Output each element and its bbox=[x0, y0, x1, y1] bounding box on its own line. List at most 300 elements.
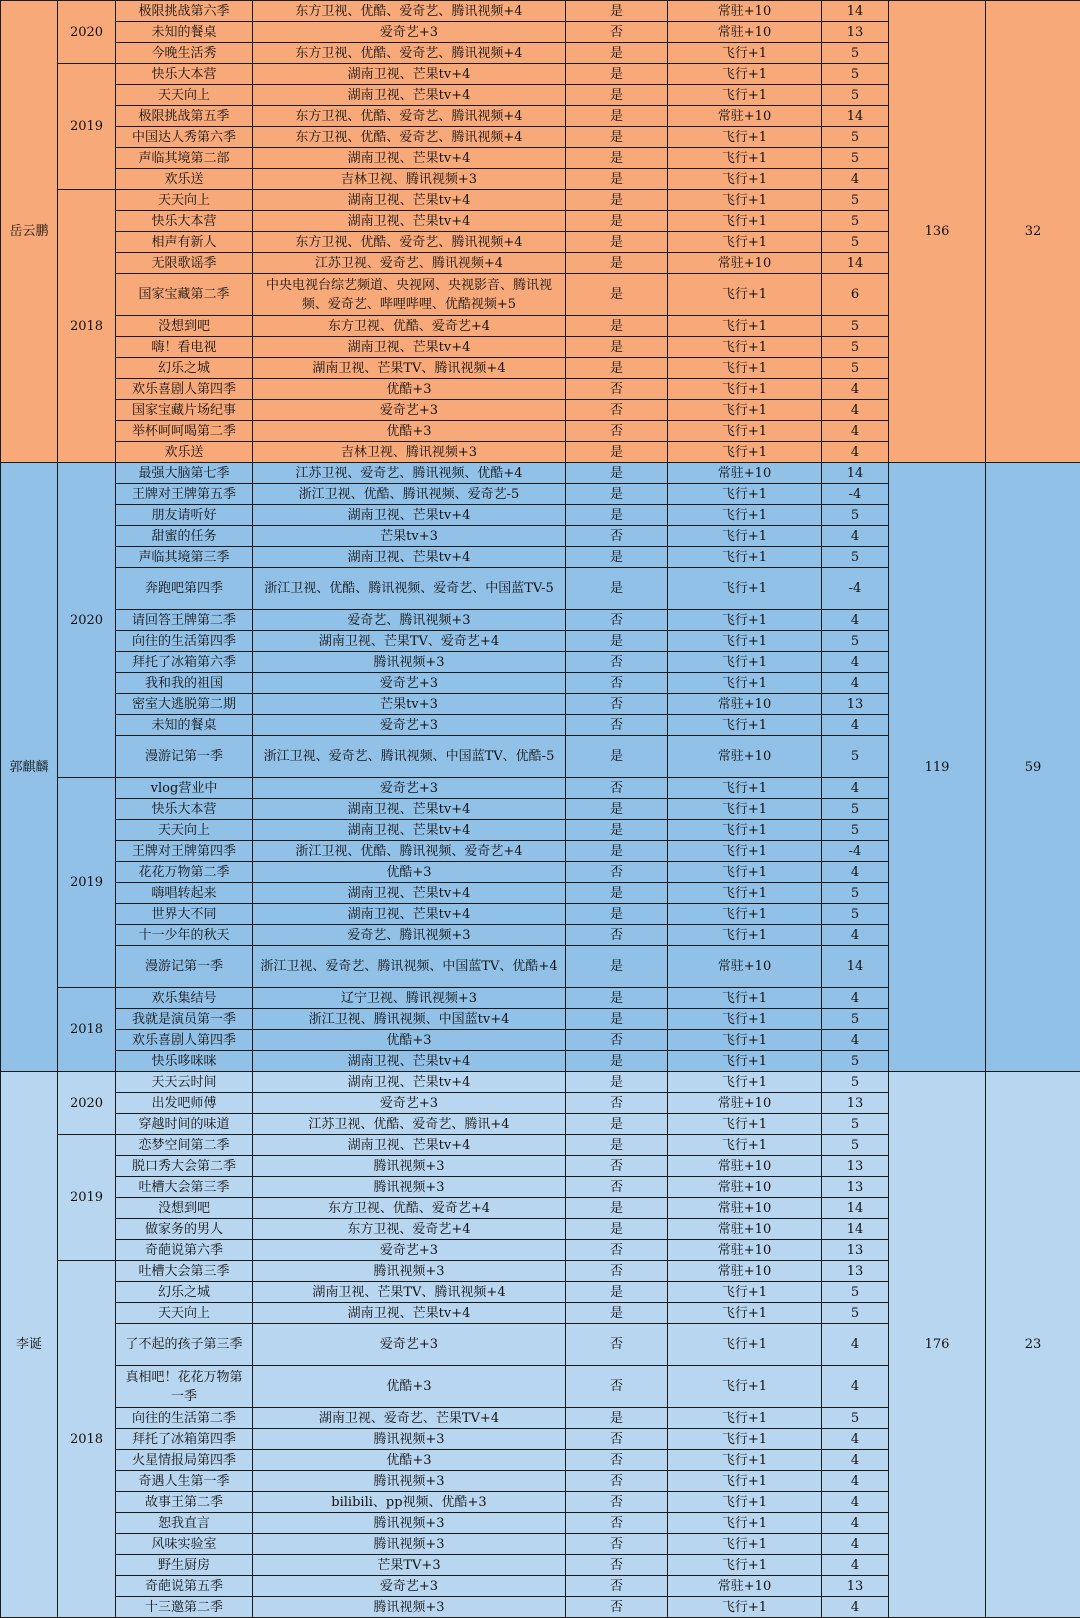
year-cell: 2018 bbox=[58, 1261, 116, 1618]
platforms-cell: 东方卫视、优酷、爱奇艺、腾讯视频+4 bbox=[253, 232, 566, 253]
platforms-cell: 腾讯视频+3 bbox=[253, 1534, 566, 1555]
flag-cell: 否 bbox=[566, 652, 668, 673]
role-cell: 飞行+1 bbox=[668, 778, 822, 799]
show-name-cell: vlog营业中 bbox=[116, 778, 253, 799]
year-cell: 2019 bbox=[58, 1135, 116, 1261]
platforms-cell: 优酷+3 bbox=[253, 1450, 566, 1471]
role-cell: 飞行+1 bbox=[668, 568, 822, 610]
show-name-cell: 天天向上 bbox=[116, 1303, 253, 1324]
show-name-cell: 穿越时间的味道 bbox=[116, 1114, 253, 1135]
platforms-cell: 湖南卫视、芒果tv+4 bbox=[253, 505, 566, 526]
role-cell: 飞行+1 bbox=[668, 1135, 822, 1156]
score-cell: 4 bbox=[822, 379, 889, 400]
platforms-cell: 浙江卫视、优酷、腾讯视频、爱奇艺-5 bbox=[253, 484, 566, 505]
score-cell: 13 bbox=[822, 1576, 889, 1597]
show-name-cell: 快乐大本营 bbox=[116, 64, 253, 85]
platforms-cell: 优酷+3 bbox=[253, 379, 566, 400]
show-name-cell: 做家务的男人 bbox=[116, 1219, 253, 1240]
role-cell: 飞行+1 bbox=[668, 904, 822, 925]
show-name-cell: 王牌对王牌第四季 bbox=[116, 841, 253, 862]
table-row bbox=[1, 1072, 1080, 1093]
score-cell: 4 bbox=[822, 400, 889, 421]
flag-cell: 否 bbox=[566, 1030, 668, 1051]
flag-cell: 是 bbox=[566, 1282, 668, 1303]
flag-cell: 是 bbox=[566, 337, 668, 358]
score-cell: 5 bbox=[822, 1009, 889, 1030]
show-name-cell: 世界大不同 bbox=[116, 904, 253, 925]
score-cell: 5 bbox=[822, 43, 889, 64]
flag-cell: 是 bbox=[566, 799, 668, 820]
score-cell: 5 bbox=[822, 232, 889, 253]
platforms-cell: 湖南卫视、芒果tv+4 bbox=[253, 883, 566, 904]
flag-cell: 是 bbox=[566, 43, 668, 64]
show-name-cell: 风味实验室 bbox=[116, 1534, 253, 1555]
score-cell: 4 bbox=[822, 1324, 889, 1366]
platforms-cell: 芒果TV+3 bbox=[253, 1555, 566, 1576]
flag-cell: 是 bbox=[566, 946, 668, 988]
score-cell: 4 bbox=[822, 1366, 889, 1408]
role-cell: 飞行+1 bbox=[668, 988, 822, 1009]
role-cell: 常驻+10 bbox=[668, 1198, 822, 1219]
show-name-cell: 幻乐之城 bbox=[116, 1282, 253, 1303]
show-name-cell: 欢乐送 bbox=[116, 442, 253, 463]
show-name-cell: 甜蜜的任务 bbox=[116, 526, 253, 547]
show-name-cell: 我就是演员第一季 bbox=[116, 1009, 253, 1030]
score-cell: 4 bbox=[822, 1492, 889, 1513]
flag-cell: 否 bbox=[566, 715, 668, 736]
show-name-cell: 密室大逃脱第二期 bbox=[116, 694, 253, 715]
role-cell: 飞行+1 bbox=[668, 1324, 822, 1366]
show-name-cell: 朋友请听好 bbox=[116, 505, 253, 526]
score-cell: 5 bbox=[822, 1408, 889, 1429]
role-cell: 飞行+1 bbox=[668, 1282, 822, 1303]
platforms-cell: 腾讯视频+3 bbox=[253, 1261, 566, 1282]
score-cell: 14 bbox=[822, 946, 889, 988]
flag-cell: 否 bbox=[566, 1324, 668, 1366]
score-cell: 6 bbox=[822, 274, 889, 316]
platforms-cell: 湖南卫视、芒果tv+4 bbox=[253, 337, 566, 358]
platforms-cell: 浙江卫视、优酷、腾讯视频、爱奇艺、中国蓝TV-5 bbox=[253, 568, 566, 610]
show-name-cell: 国家宝藏片场纪事 bbox=[116, 400, 253, 421]
flag-cell: 是 bbox=[566, 883, 668, 904]
role-cell: 飞行+1 bbox=[668, 316, 822, 337]
flag-cell: 是 bbox=[566, 1135, 668, 1156]
role-cell: 飞行+1 bbox=[668, 442, 822, 463]
platforms-cell: 浙江卫视、腾讯视频、中国蓝tv+4 bbox=[253, 1009, 566, 1030]
score-cell: 14 bbox=[822, 1, 889, 22]
role-cell: 飞行+1 bbox=[668, 799, 822, 820]
show-name-cell: 了不起的孩子第三季 bbox=[116, 1324, 253, 1366]
show-name-cell: 十三邀第二季 bbox=[116, 1597, 253, 1618]
show-name-cell: 嗨唱转起来 bbox=[116, 883, 253, 904]
flag-cell: 是 bbox=[566, 1114, 668, 1135]
platforms-cell: 优酷+3 bbox=[253, 1366, 566, 1408]
year-cell: 2020 bbox=[58, 1, 116, 64]
show-name-cell: 声临其境第二部 bbox=[116, 148, 253, 169]
platforms-cell: 东方卫视、优酷、爱奇艺+4 bbox=[253, 316, 566, 337]
score-cell: 4 bbox=[822, 169, 889, 190]
count-cell: 23 bbox=[986, 1072, 1080, 1618]
platforms-cell: 爱奇艺+3 bbox=[253, 1324, 566, 1366]
score-cell: 5 bbox=[822, 820, 889, 841]
score-cell: 4 bbox=[822, 526, 889, 547]
flag-cell: 否 bbox=[566, 1261, 668, 1282]
show-name-cell: 奔跑吧第四季 bbox=[116, 568, 253, 610]
platforms-cell: 优酷+3 bbox=[253, 1030, 566, 1051]
score-cell: 5 bbox=[822, 337, 889, 358]
score-cell: 4 bbox=[822, 925, 889, 946]
flag-cell: 否 bbox=[566, 1534, 668, 1555]
platforms-cell: 吉林卫视、腾讯视频+3 bbox=[253, 169, 566, 190]
show-name-cell: 极限挑战第六季 bbox=[116, 1, 253, 22]
flag-cell: 否 bbox=[566, 1471, 668, 1492]
role-cell: 飞行+1 bbox=[668, 43, 822, 64]
score-cell: 5 bbox=[822, 190, 889, 211]
flag-cell: 否 bbox=[566, 1240, 668, 1261]
show-name-cell: 拜托了冰箱第六季 bbox=[116, 652, 253, 673]
score-cell: 13 bbox=[822, 1156, 889, 1177]
platforms-cell: 爱奇艺+3 bbox=[253, 1240, 566, 1261]
flag-cell: 是 bbox=[566, 547, 668, 568]
show-name-cell: 故事王第二季 bbox=[116, 1492, 253, 1513]
score-cell: 4 bbox=[822, 1513, 889, 1534]
platforms-cell: 东方卫视、优酷、爱奇艺、腾讯视频+4 bbox=[253, 1, 566, 22]
score-cell: 5 bbox=[822, 631, 889, 652]
flag-cell: 是 bbox=[566, 253, 668, 274]
role-cell: 常驻+10 bbox=[668, 1093, 822, 1114]
show-name-cell: 请回答王牌第二季 bbox=[116, 610, 253, 631]
platforms-cell: 江苏卫视、爱奇艺、腾讯视频、优酷+4 bbox=[253, 463, 566, 484]
flag-cell: 否 bbox=[566, 526, 668, 547]
flag-cell: 是 bbox=[566, 211, 668, 232]
platforms-cell: 湖南卫视、芒果tv+4 bbox=[253, 1303, 566, 1324]
platforms-cell: bilibili、pp视频、优酷+3 bbox=[253, 1492, 566, 1513]
platforms-cell: 爱奇艺+3 bbox=[253, 1576, 566, 1597]
score-cell: 14 bbox=[822, 106, 889, 127]
score-cell: 13 bbox=[822, 1240, 889, 1261]
score-cell: 5 bbox=[822, 547, 889, 568]
role-cell: 飞行+1 bbox=[668, 862, 822, 883]
flag-cell: 是 bbox=[566, 631, 668, 652]
role-cell: 飞行+1 bbox=[668, 526, 822, 547]
role-cell: 飞行+1 bbox=[668, 820, 822, 841]
show-name-cell: 未知的餐桌 bbox=[116, 22, 253, 43]
flag-cell: 是 bbox=[566, 463, 668, 484]
score-cell: 4 bbox=[822, 1450, 889, 1471]
flag-cell: 是 bbox=[566, 85, 668, 106]
flag-cell: 否 bbox=[566, 1555, 668, 1576]
platforms-cell: 爱奇艺+3 bbox=[253, 400, 566, 421]
flag-cell: 是 bbox=[566, 190, 668, 211]
role-cell: 飞行+1 bbox=[668, 883, 822, 904]
show-name-cell: 恋梦空间第二季 bbox=[116, 1135, 253, 1156]
show-name-cell: 拜托了冰箱第四季 bbox=[116, 1429, 253, 1450]
show-name-cell: 脱口秀大会第二季 bbox=[116, 1156, 253, 1177]
show-name-cell: 举杯呵呵喝第二季 bbox=[116, 421, 253, 442]
show-name-cell: 极限挑战第五季 bbox=[116, 106, 253, 127]
platforms-cell: 爱奇艺+3 bbox=[253, 778, 566, 799]
flag-cell: 否 bbox=[566, 379, 668, 400]
flag-cell: 否 bbox=[566, 862, 668, 883]
platforms-cell: 湖南卫视、芒果tv+4 bbox=[253, 1135, 566, 1156]
score-cell: 14 bbox=[822, 1219, 889, 1240]
show-name-cell: 奇葩说第五季 bbox=[116, 1576, 253, 1597]
role-cell: 飞行+1 bbox=[668, 652, 822, 673]
platforms-cell: 腾讯视频+3 bbox=[253, 1471, 566, 1492]
flag-cell: 是 bbox=[566, 316, 668, 337]
flag-cell: 是 bbox=[566, 1408, 668, 1429]
score-cell: 13 bbox=[822, 1177, 889, 1198]
score-cell: 14 bbox=[822, 253, 889, 274]
platforms-cell: 东方卫视、优酷、爱奇艺、腾讯视频+4 bbox=[253, 43, 566, 64]
flag-cell: 是 bbox=[566, 841, 668, 862]
score-cell: -4 bbox=[822, 841, 889, 862]
score-cell: 4 bbox=[822, 715, 889, 736]
role-cell: 飞行+1 bbox=[668, 379, 822, 400]
role-cell: 飞行+1 bbox=[668, 1009, 822, 1030]
show-name-cell: 欢乐集结号 bbox=[116, 988, 253, 1009]
role-cell: 常驻+10 bbox=[668, 1261, 822, 1282]
platforms-cell: 湖南卫视、芒果TV、腾讯视频+4 bbox=[253, 358, 566, 379]
role-cell: 飞行+1 bbox=[668, 337, 822, 358]
role-cell: 飞行+1 bbox=[668, 547, 822, 568]
role-cell: 飞行+1 bbox=[668, 358, 822, 379]
show-name-cell: 吐槽大会第三季 bbox=[116, 1177, 253, 1198]
platforms-cell: 湖南卫视、芒果tv+4 bbox=[253, 820, 566, 841]
role-cell: 飞行+1 bbox=[668, 1555, 822, 1576]
flag-cell: 否 bbox=[566, 1093, 668, 1114]
flag-cell: 否 bbox=[566, 1597, 668, 1618]
platforms-cell: 东方卫视、爱奇艺+4 bbox=[253, 1219, 566, 1240]
score-cell: 5 bbox=[822, 883, 889, 904]
role-cell: 常驻+10 bbox=[668, 694, 822, 715]
role-cell: 飞行+1 bbox=[668, 484, 822, 505]
platforms-cell: 腾讯视频+3 bbox=[253, 1513, 566, 1534]
platforms-cell: 爱奇艺、腾讯视频+3 bbox=[253, 610, 566, 631]
platforms-cell: 湖南卫视、芒果tv+4 bbox=[253, 85, 566, 106]
role-cell: 常驻+10 bbox=[668, 1, 822, 22]
score-cell: 5 bbox=[822, 1072, 889, 1093]
role-cell: 飞行+1 bbox=[668, 1492, 822, 1513]
show-name-cell: 天天向上 bbox=[116, 820, 253, 841]
role-cell: 飞行+1 bbox=[668, 925, 822, 946]
score-cell: 5 bbox=[822, 127, 889, 148]
role-cell: 常驻+10 bbox=[668, 1219, 822, 1240]
role-cell: 飞行+1 bbox=[668, 1051, 822, 1072]
role-cell: 常驻+10 bbox=[668, 106, 822, 127]
score-cell: 13 bbox=[822, 1093, 889, 1114]
role-cell: 常驻+10 bbox=[668, 1177, 822, 1198]
role-cell: 常驻+10 bbox=[668, 1156, 822, 1177]
year-cell: 2019 bbox=[58, 64, 116, 190]
score-cell: 4 bbox=[822, 652, 889, 673]
score-cell: 5 bbox=[822, 316, 889, 337]
platforms-cell: 芒果tv+3 bbox=[253, 694, 566, 715]
flag-cell: 否 bbox=[566, 22, 668, 43]
role-cell: 飞行+1 bbox=[668, 841, 822, 862]
role-cell: 飞行+1 bbox=[668, 64, 822, 85]
score-cell: 4 bbox=[822, 988, 889, 1009]
flag-cell: 是 bbox=[566, 988, 668, 1009]
show-name-cell: 向往的生活第四季 bbox=[116, 631, 253, 652]
flag-cell: 是 bbox=[566, 1051, 668, 1072]
platforms-cell: 湖南卫视、芒果tv+4 bbox=[253, 64, 566, 85]
show-name-cell: 欢乐喜剧人第四季 bbox=[116, 1030, 253, 1051]
flag-cell: 否 bbox=[566, 1366, 668, 1408]
score-cell: 4 bbox=[822, 1534, 889, 1555]
year-cell: 2018 bbox=[58, 190, 116, 463]
show-name-cell: 欢乐送 bbox=[116, 169, 253, 190]
flag-cell: 是 bbox=[566, 1219, 668, 1240]
platforms-cell: 湖南卫视、芒果tv+4 bbox=[253, 190, 566, 211]
flag-cell: 否 bbox=[566, 1450, 668, 1471]
platforms-cell: 腾讯视频+3 bbox=[253, 1429, 566, 1450]
year-cell: 2020 bbox=[58, 463, 116, 778]
platforms-cell: 东方卫视、优酷、爱奇艺、腾讯视频+4 bbox=[253, 127, 566, 148]
show-name-cell: 火星情报局第四季 bbox=[116, 1450, 253, 1471]
score-cell: -4 bbox=[822, 568, 889, 610]
show-name-cell: 快乐哆咪咪 bbox=[116, 1051, 253, 1072]
score-cell: 13 bbox=[822, 694, 889, 715]
table-row bbox=[1, 1, 1080, 22]
score-cell: 5 bbox=[822, 505, 889, 526]
score-cell: 4 bbox=[822, 421, 889, 442]
platforms-cell: 湖南卫视、芒果tv+4 bbox=[253, 547, 566, 568]
flag-cell: 是 bbox=[566, 127, 668, 148]
flag-cell: 是 bbox=[566, 1198, 668, 1219]
flag-cell: 否 bbox=[566, 421, 668, 442]
flag-cell: 是 bbox=[566, 505, 668, 526]
table-row bbox=[1, 463, 1080, 484]
flag-cell: 否 bbox=[566, 610, 668, 631]
role-cell: 飞行+1 bbox=[668, 148, 822, 169]
person-name-cell: 郭麒麟 bbox=[1, 463, 58, 1072]
show-name-cell: 幻乐之城 bbox=[116, 358, 253, 379]
role-cell: 飞行+1 bbox=[668, 1030, 822, 1051]
show-name-cell: 声临其境第三季 bbox=[116, 547, 253, 568]
platforms-cell: 湖南卫视、芒果tv+4 bbox=[253, 1051, 566, 1072]
year-cell: 2018 bbox=[58, 988, 116, 1072]
total-score-cell: 176 bbox=[889, 1072, 986, 1618]
flag-cell: 是 bbox=[566, 232, 668, 253]
flag-cell: 是 bbox=[566, 1, 668, 22]
score-cell: 5 bbox=[822, 85, 889, 106]
show-name-cell: 无限歌谣季 bbox=[116, 253, 253, 274]
role-cell: 飞行+1 bbox=[668, 1450, 822, 1471]
score-cell: 5 bbox=[822, 1051, 889, 1072]
total-score-cell: 136 bbox=[889, 1, 986, 463]
score-cell: 13 bbox=[822, 22, 889, 43]
person-name-cell: 岳云鹏 bbox=[1, 1, 58, 463]
show-name-cell: 相声有新人 bbox=[116, 232, 253, 253]
platforms-cell: 中央电视台综艺频道、央视网、央视影音、腾讯视频、爱奇艺、哔哩哔哩、优酷视频+5 bbox=[253, 274, 566, 316]
platforms-cell: 腾讯视频+3 bbox=[253, 1156, 566, 1177]
flag-cell: 是 bbox=[566, 1009, 668, 1030]
platforms-cell: 吉林卫视、腾讯视频+3 bbox=[253, 442, 566, 463]
platforms-cell: 湖南卫视、芒果tv+4 bbox=[253, 904, 566, 925]
platforms-cell: 江苏卫视、优酷、爱奇艺、腾讯+4 bbox=[253, 1114, 566, 1135]
show-name-cell: 没想到吧 bbox=[116, 316, 253, 337]
platforms-cell: 东方卫视、优酷、爱奇艺、腾讯视频+4 bbox=[253, 106, 566, 127]
platforms-cell: 湖南卫视、芒果TV、腾讯视频+4 bbox=[253, 1282, 566, 1303]
show-name-cell: 真相吧！花花万物第一季 bbox=[116, 1366, 253, 1408]
role-cell: 飞行+1 bbox=[668, 1597, 822, 1618]
show-name-cell: 野生厨房 bbox=[116, 1555, 253, 1576]
flag-cell: 否 bbox=[566, 778, 668, 799]
role-cell: 飞行+1 bbox=[668, 274, 822, 316]
flag-cell: 是 bbox=[566, 148, 668, 169]
flag-cell: 是 bbox=[566, 484, 668, 505]
flag-cell: 是 bbox=[566, 1303, 668, 1324]
role-cell: 飞行+1 bbox=[668, 421, 822, 442]
role-cell: 常驻+10 bbox=[668, 463, 822, 484]
role-cell: 飞行+1 bbox=[668, 715, 822, 736]
score-cell: 5 bbox=[822, 358, 889, 379]
flag-cell: 否 bbox=[566, 1429, 668, 1450]
show-name-cell: 快乐大本营 bbox=[116, 799, 253, 820]
show-name-cell: 花花万物第二季 bbox=[116, 862, 253, 883]
show-name-cell: 快乐大本营 bbox=[116, 211, 253, 232]
platforms-cell: 爱奇艺+3 bbox=[253, 715, 566, 736]
show-name-cell: 国家宝藏第二季 bbox=[116, 274, 253, 316]
role-cell: 常驻+10 bbox=[668, 736, 822, 778]
platforms-cell: 爱奇艺+3 bbox=[253, 22, 566, 43]
role-cell: 飞行+1 bbox=[668, 610, 822, 631]
score-cell: 4 bbox=[822, 673, 889, 694]
show-name-cell: 嗨！看电视 bbox=[116, 337, 253, 358]
platforms-cell: 优酷+3 bbox=[253, 421, 566, 442]
score-cell: 5 bbox=[822, 904, 889, 925]
flag-cell: 否 bbox=[566, 1177, 668, 1198]
score-cell: -4 bbox=[822, 484, 889, 505]
platforms-cell: 湖南卫视、芒果tv+4 bbox=[253, 211, 566, 232]
person-name-cell: 李诞 bbox=[1, 1072, 58, 1618]
show-name-cell: 奇葩说第六季 bbox=[116, 1240, 253, 1261]
flag-cell: 否 bbox=[566, 673, 668, 694]
role-cell: 飞行+1 bbox=[668, 1429, 822, 1450]
score-cell: 4 bbox=[822, 1555, 889, 1576]
show-name-cell: 最强大脑第七季 bbox=[116, 463, 253, 484]
role-cell: 飞行+1 bbox=[668, 190, 822, 211]
show-name-cell: 中国达人秀第六季 bbox=[116, 127, 253, 148]
show-name-cell: 恕我直言 bbox=[116, 1513, 253, 1534]
flag-cell: 是 bbox=[566, 820, 668, 841]
score-cell: 4 bbox=[822, 442, 889, 463]
platforms-cell: 湖南卫视、芒果tv+4 bbox=[253, 1072, 566, 1093]
role-cell: 飞行+1 bbox=[668, 85, 822, 106]
platforms-cell: 腾讯视频+3 bbox=[253, 1177, 566, 1198]
show-name-cell: 今晚生活秀 bbox=[116, 43, 253, 64]
flag-cell: 是 bbox=[566, 274, 668, 316]
show-name-cell: 欢乐喜剧人第四季 bbox=[116, 379, 253, 400]
role-cell: 常驻+10 bbox=[668, 22, 822, 43]
role-cell: 飞行+1 bbox=[668, 1408, 822, 1429]
show-name-cell: 天天向上 bbox=[116, 85, 253, 106]
platforms-cell: 腾讯视频+3 bbox=[253, 652, 566, 673]
platforms-cell: 辽宁卫视、腾讯视频+3 bbox=[253, 988, 566, 1009]
score-cell: 4 bbox=[822, 1030, 889, 1051]
score-cell: 4 bbox=[822, 1597, 889, 1618]
show-name-cell: 出发吧师傅 bbox=[116, 1093, 253, 1114]
flag-cell: 否 bbox=[566, 1156, 668, 1177]
flag-cell: 是 bbox=[566, 1072, 668, 1093]
role-cell: 飞行+1 bbox=[668, 1072, 822, 1093]
flag-cell: 是 bbox=[566, 106, 668, 127]
platforms-cell: 湖南卫视、爱奇艺、芒果TV+4 bbox=[253, 1408, 566, 1429]
platforms-cell: 浙江卫视、爱奇艺、腾讯视频、中国蓝TV、优酷-5 bbox=[253, 736, 566, 778]
platforms-cell: 爱奇艺+3 bbox=[253, 673, 566, 694]
role-cell: 飞行+1 bbox=[668, 1513, 822, 1534]
